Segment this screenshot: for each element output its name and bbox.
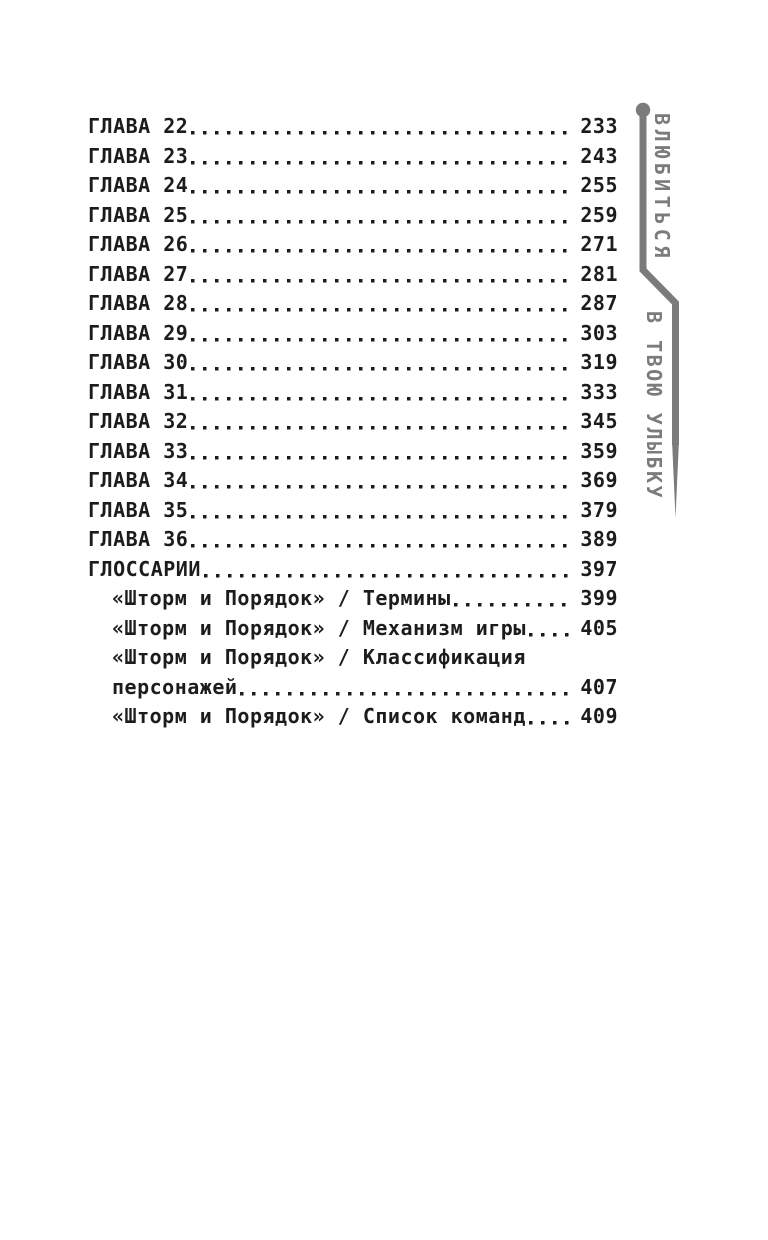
toc-entry-page-number: 319 bbox=[580, 350, 618, 374]
toc-entry-page-number: 255 bbox=[580, 173, 618, 197]
dot-leader bbox=[191, 289, 570, 319]
toc-entry bbox=[88, 437, 618, 467]
toc-entry-label: ГЛАВА 29 bbox=[88, 320, 189, 345]
dot-leader bbox=[191, 407, 570, 437]
dot-leader bbox=[191, 378, 570, 408]
toc-entry-label: ГЛАВА 30 bbox=[88, 350, 189, 374]
toc-entry-page-number: 405 bbox=[580, 615, 618, 640]
toc-entry bbox=[88, 466, 618, 496]
toc-entry-page-number: 345 bbox=[580, 409, 618, 433]
toc-entry bbox=[88, 378, 618, 408]
toc-entry bbox=[88, 289, 618, 319]
toc-entry-label: ГЛОССАРИИ bbox=[88, 556, 201, 581]
dot-leader bbox=[191, 525, 570, 555]
toc-entry-page-number: 259 bbox=[580, 202, 618, 227]
toc-entry bbox=[88, 260, 618, 290]
toc-entry bbox=[88, 171, 618, 201]
toc-entry bbox=[88, 319, 618, 349]
toc-entry-label: ГЛАВА 22 bbox=[88, 114, 189, 138]
toc-entry-label: «Шторм и Порядок» / Список команд bbox=[112, 704, 526, 728]
toc-entry bbox=[88, 112, 618, 142]
toc-entry-page-number: 389 bbox=[580, 527, 618, 551]
toc-entry bbox=[88, 230, 618, 260]
table-of-contents bbox=[88, 112, 618, 732]
toc-entry-label: ГЛАВА 36 bbox=[88, 527, 189, 551]
toc-entry-label: ГЛАВА 28 bbox=[88, 291, 189, 315]
toc-entry-page-number: 379 bbox=[580, 497, 618, 522]
dot-leader bbox=[191, 201, 570, 231]
toc-entry bbox=[88, 614, 618, 644]
dot-leader bbox=[454, 584, 571, 614]
toc-entry-page-number: 281 bbox=[580, 261, 618, 286]
dot-leader bbox=[191, 437, 570, 467]
toc-entry bbox=[88, 584, 618, 614]
toc-entry-label: персонажей bbox=[112, 674, 238, 699]
dot-leader bbox=[529, 702, 571, 732]
toc-entry-label: ГЛАВА 35 bbox=[88, 497, 189, 522]
toc-entry-page-number: 233 bbox=[580, 114, 618, 138]
dot-leader bbox=[191, 319, 570, 349]
toc-entry bbox=[88, 525, 618, 555]
toc-entry bbox=[88, 407, 618, 437]
toc-entry-page-number: 409 bbox=[580, 704, 618, 728]
dot-leader bbox=[191, 112, 570, 142]
toc-entry-label: ГЛАВА 23 bbox=[88, 143, 189, 168]
toc-entry bbox=[88, 702, 618, 732]
dot-leader bbox=[191, 496, 570, 526]
toc-entry-label: ГЛАВА 32 bbox=[88, 409, 189, 433]
toc-entry-page-number: 369 bbox=[580, 468, 618, 492]
toc-entry-label: ГЛАВА 31 bbox=[88, 379, 189, 404]
toc-entry-label: «Шторм и Порядок» / Механизм игры bbox=[112, 615, 526, 640]
toc-entry bbox=[88, 496, 618, 526]
dot-leader bbox=[204, 555, 571, 585]
toc-entry-label: ГЛАВА 26 bbox=[88, 232, 189, 256]
toc-entry-page-number: 303 bbox=[580, 320, 618, 345]
dot-leader bbox=[191, 348, 570, 378]
dot-leader bbox=[191, 142, 570, 172]
dot-leader bbox=[191, 466, 570, 496]
toc-entry-label: ГЛАВА 33 bbox=[88, 438, 189, 463]
dot-leader bbox=[191, 260, 570, 290]
toc-entry-label: ГЛАВА 27 bbox=[88, 261, 189, 286]
toc-entry-page-number: 243 bbox=[580, 143, 618, 168]
toc-entry bbox=[88, 643, 618, 673]
dot-leader bbox=[191, 171, 570, 201]
toc-entry bbox=[88, 201, 618, 231]
toc-entry-page-number: 333 bbox=[580, 379, 618, 404]
vertical-book-title-part2: В ТВОЮ УЛЫБКУ bbox=[642, 311, 666, 501]
vertical-book-title-part1: ВЛЮБИТЬСЯ bbox=[650, 113, 674, 262]
toc-entry bbox=[88, 142, 618, 172]
toc-entry bbox=[88, 348, 618, 378]
toc-entry-label: «Шторм и Порядок» / Термины bbox=[112, 586, 451, 610]
toc-entry bbox=[88, 673, 618, 703]
toc-entry bbox=[88, 555, 618, 585]
toc-entry-page-number: 271 bbox=[580, 232, 618, 256]
dot-leader bbox=[240, 673, 570, 703]
toc-entry-label: ГЛАВА 34 bbox=[88, 468, 189, 492]
toc-entry-label: ГЛАВА 24 bbox=[88, 173, 189, 197]
toc-entry-page-number: 397 bbox=[580, 556, 618, 581]
toc-entry-page-number: 399 bbox=[580, 586, 618, 610]
toc-entry-page-number: 359 bbox=[580, 438, 618, 463]
ornament-line-taper bbox=[672, 440, 679, 518]
toc-entry-page-number: 407 bbox=[580, 674, 618, 699]
dot-leader bbox=[191, 230, 570, 260]
toc-entry-label: «Шторм и Порядок» / Классификация bbox=[112, 645, 526, 669]
toc-entry-label: ГЛАВА 25 bbox=[88, 202, 189, 227]
toc-entry-page-number: 287 bbox=[580, 291, 618, 315]
dot-leader bbox=[529, 614, 571, 644]
